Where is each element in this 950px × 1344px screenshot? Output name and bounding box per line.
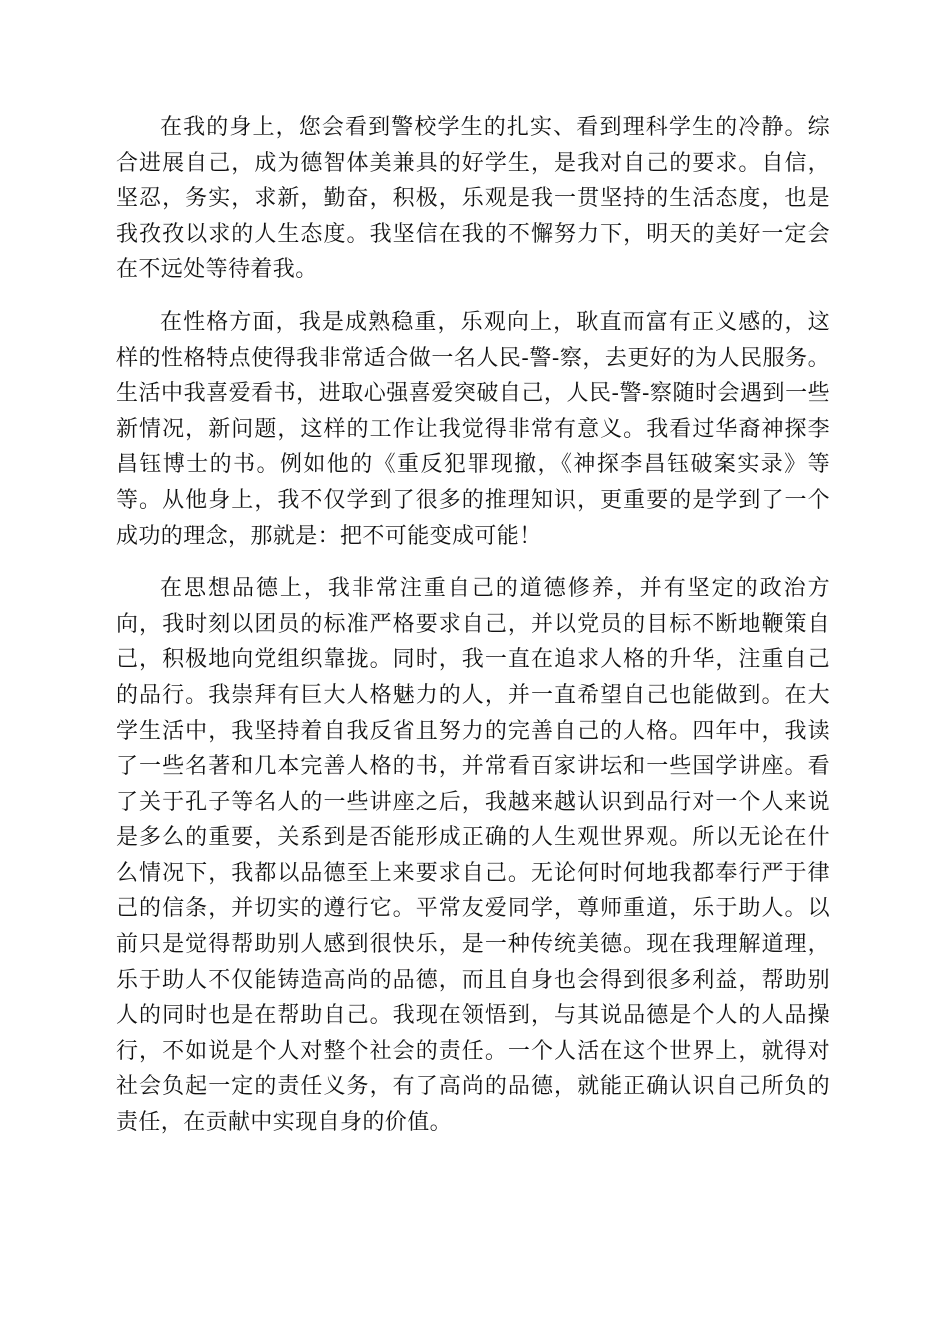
paragraph-moral-character: 在思想品德上，我非常注重自己的道德修养，并有坚定的政治方向，我时刻以团员的标准严格要求自己，并以党员的目标不断地鞭策自己，积极地向党组织靠拢。同时，我一直在追求人格的升华，注重自己的品行。我崇拜有巨大人格魅力的人，并一直希望自己也能做到。在大学生活中，我坚持着自我反省且努力的完善自己的人格。四年中，我读了一些名著和几本完善人格的书，并常看百家讲坛和一些国学讲座。看了关于孔子等名人的一些讲座之后，我越来越认识到品行对一个人来说是多么的重要，关系到是否能形成正确的人生观世界观。所以无论在什么情况下，我都以品德至上来要求自己。无论何时何地我都奉行严于律己的信条，并切实的遵行它。平常友爱同学，尊师重道，乐于助人。以前只是觉得帮助别人感到很快乐，是一种传统美德。现在我理解道理，乐于助人不仅能铸造高尚的品德，而且自身也会得到很多利益，帮助别人的同时也是在帮助自己。我现在领悟到，与其说品德是个人的人品操行，不如说是个人对整个社会的责任。一个人活在这个世界上，就得对社会负起一定的责任义务，有了高尚的品德，就能正确认识自己所负的责任，在贡献中实现自身的价值。 <box>116 576 830 1136</box>
paragraph-self-introduction: 在我的身上，您会看到警校学生的扎实、看到理科学生的冷静。综合进展自己，成为德智体美兼具的好学生，是我对自己的要求。自信，坚忍，务实，求新，勤奋，积极，乐观是我一贯坚持的生活态度，也是我孜孜以求的人生态度。我坚信在我的不懈努力下，明天的美好一定会在不远处等待着我。 <box>116 115 830 283</box>
paragraph-personality: 在性格方面，我是成熟稳重，乐观向上，耿直而富有正义感的，这样的性格特点使得我非常适合做一名人民-警-察，去更好的为人民服务。生活中我喜爱看书，进取心强喜爱突破自己，人民-警-察随时会遇到一些新情况，新问题，这样的工作让我觉得非常有意义。我看过华裔神探李昌钰博士的书。例如他的《重反犯罪现撤，《神探李昌钰破案实录》等等。从他身上，我不仅学到了很多的推理知识，更重要的是学到了一个成功的理念，那就是：把不可能变成可能！ <box>116 309 830 549</box>
document-body <box>116 110 830 1141</box>
